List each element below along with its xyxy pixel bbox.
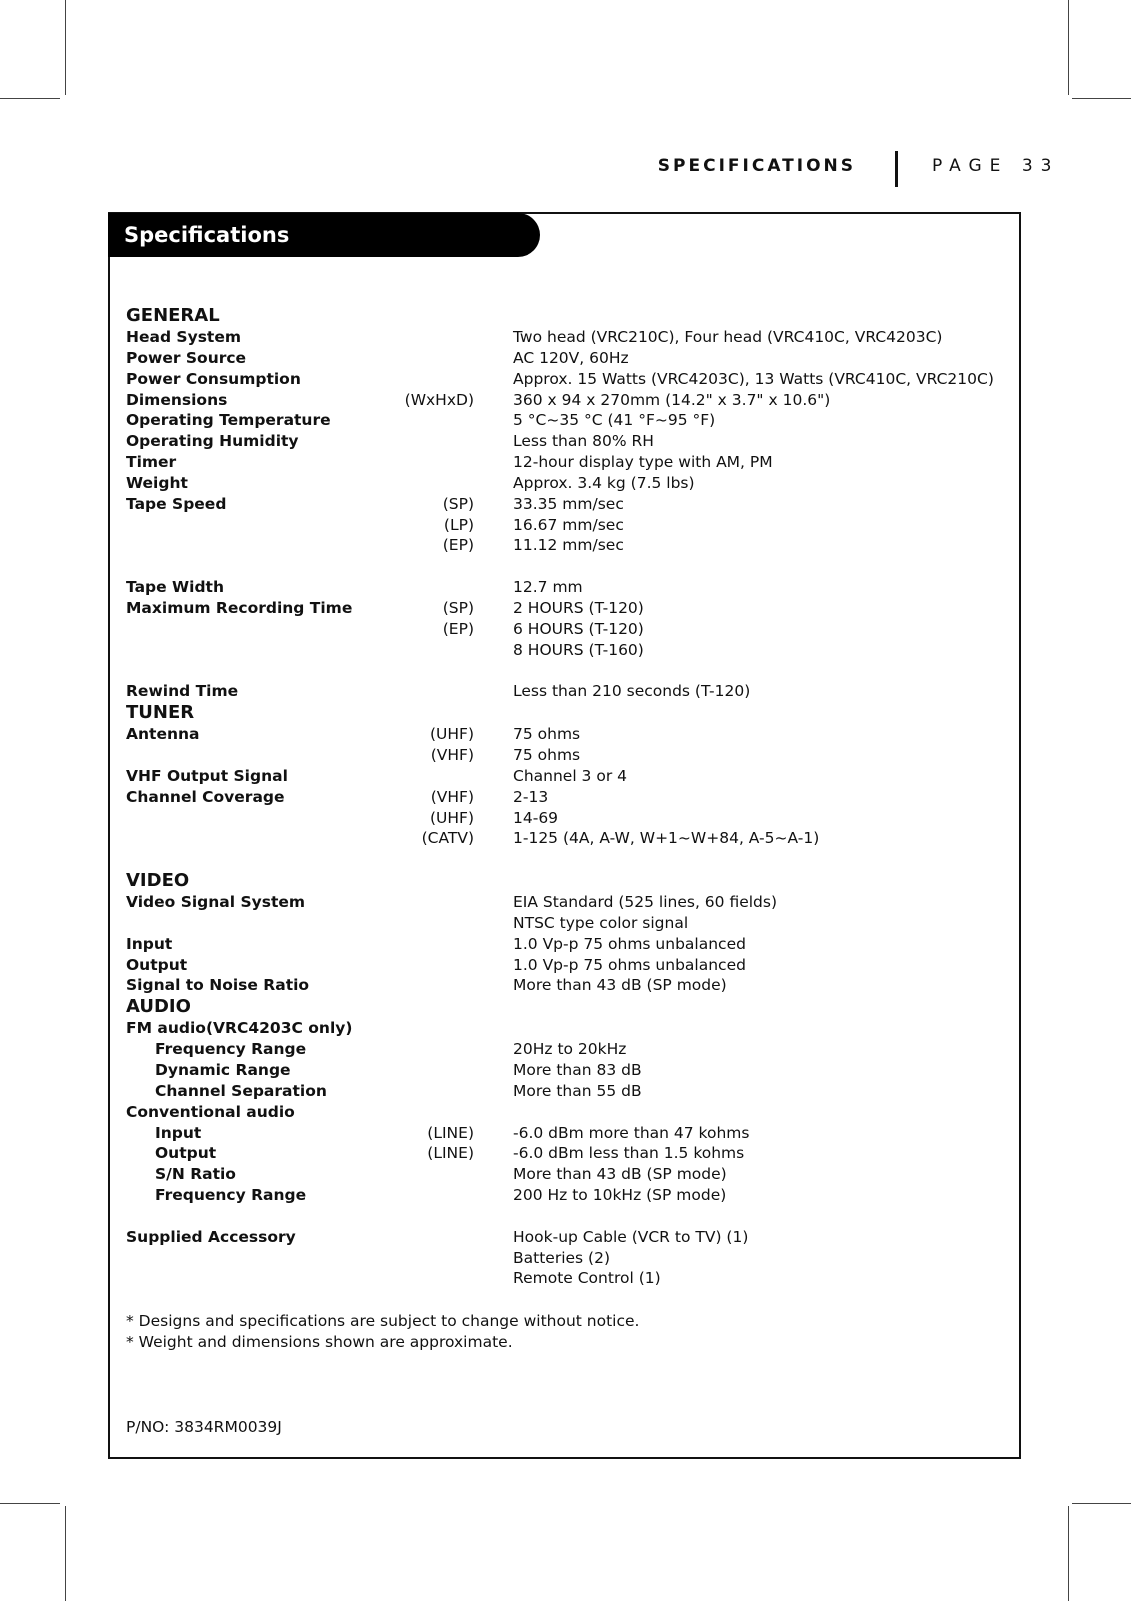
spec-value: 8 HOURS (T-160) [513,640,644,659]
spec-row [126,640,1006,661]
crop-mark [1072,98,1131,99]
spec-mode: (CATV) [421,829,474,848]
spec-value: 360 x 94 x 270mm (14.2" x 3.7" x 10.6") [513,390,831,409]
footnotes [126,1311,639,1353]
section-heading: AUDIO [126,996,191,1018]
spec-label: Frequency Range [155,1186,307,1205]
section-heading: GENERAL [126,305,220,326]
spec-row [126,1268,1006,1289]
spec-mode: (VHF) [430,746,474,765]
spec-label: Power Consumption [126,369,301,388]
header-divider [895,151,898,187]
spec-value: 11.12 mm/sec [513,536,624,555]
crop-mark [1072,1503,1131,1504]
spec-row [126,431,1006,452]
crop-mark [65,1506,66,1601]
crop-mark [65,0,66,95]
spec-row [126,1039,1006,1060]
spec-mode: (SP) [442,494,474,513]
spec-label: Maximum Recording Time [126,598,353,617]
spec-row [126,1185,1006,1206]
spacer [126,1206,1006,1227]
spec-row [126,1123,1006,1144]
spec-row [126,452,1006,473]
spec-row [126,1060,1006,1081]
spec-label: Output [155,1144,217,1163]
spec-label: Channel Coverage [126,787,285,806]
spec-value: 5 °C~35 °C (41 °F~95 °F) [513,411,716,430]
spec-mode: (UHF) [429,808,474,827]
spec-value: 12-hour display type with AM, PM [513,453,773,472]
spec-mode: (UHF) [429,725,474,744]
spec-list [126,305,1006,1289]
spec-mode: (LINE) [427,1144,474,1163]
spec-row [126,681,1006,702]
spec-label: S/N Ratio [155,1165,236,1184]
spec-label: Signal to Noise Ratio [126,976,310,995]
footnote: * Weight and dimensions shown are approximate. [126,1333,513,1351]
spec-value: Less than 210 seconds (T-120) [513,682,751,701]
title-tab [108,213,540,257]
spec-value: Approx. 3.4 kg (7.5 lbs) [513,473,695,492]
spec-mode: (EP) [442,536,474,555]
spec-label: Operating Humidity [126,432,299,451]
spec-row [126,975,1006,996]
spec-label: Channel Separation [155,1081,327,1100]
spec-row [126,348,1006,369]
page-title: Specifications [124,223,290,247]
spec-value: 75 ohms [513,746,581,765]
spec-mode: (WxHxD) [404,390,474,409]
spec-row [126,535,1006,556]
spec-value: 1-125 (4A, A-W, W+1~W+84, A-5~A-1) [513,829,820,848]
crop-mark [1068,1506,1069,1601]
spec-row [126,934,1006,955]
spec-row [126,369,1006,390]
spec-row [126,619,1006,640]
spec-row [126,390,1006,411]
spec-value: 14-69 [513,808,559,827]
spec-value: 2-13 [513,787,549,806]
crop-mark [1068,0,1069,95]
spec-row [126,473,1006,494]
section-title: SPECIFICATIONS [657,156,856,176]
spec-label: Supplied Accessory [126,1227,296,1246]
spec-value: Hook-up Cable (VCR to TV) (1) [513,1227,749,1246]
running-header [0,157,1131,193]
section-heading: TUNER [126,702,195,724]
spec-label: Dimensions [126,390,228,409]
spec-value: Remote Control (1) [513,1269,661,1288]
part-number: P/NO: 3834RM0039J [126,1418,282,1436]
section-heading: VIDEO [126,870,190,892]
spec-label: Input [155,1123,202,1142]
spec-mode: (LINE) [427,1123,474,1142]
spec-row [126,787,1006,808]
spec-label: Tape Width [126,578,224,597]
spec-value: More than 43 dB (SP mode) [513,976,727,995]
spacer [126,661,1006,682]
spec-label: Rewind Time [126,682,239,701]
spec-label: Power Source [126,348,247,367]
spec-value: -6.0 dBm less than 1.5 kohms [513,1144,745,1163]
spec-value: More than 55 dB [513,1081,642,1100]
spec-value: More than 83 dB [513,1061,642,1079]
spec-row [126,1227,1006,1248]
spec-row [126,1018,1006,1039]
spacer [126,849,1006,870]
spec-value: 12.7 mm [513,578,583,597]
spec-label: Antenna [126,725,200,744]
crop-mark [0,98,60,99]
spec-label: Frequency Range [155,1040,307,1059]
spec-label: Video Signal System [126,893,306,912]
spec-row [126,494,1006,515]
spec-value: Approx. 15 Watts (VRC4203C), 13 Watts (VRC410C, VRC210C) [513,369,994,388]
spec-label: Timer [126,453,177,472]
spec-value: 200 Hz to 10kHz (SP mode) [513,1186,727,1205]
spec-row [126,1143,1006,1164]
spec-value: Less than 80% RH [513,432,654,451]
spec-value: 33.35 mm/sec [513,494,624,513]
spec-mode: (SP) [442,598,474,617]
spec-value: 1.0 Vp-p 75 ohms unbalanced [513,934,746,953]
spec-label: Input [126,934,173,953]
spec-mode: (EP) [442,619,474,638]
spec-row [126,327,1006,348]
spec-row [126,1102,1006,1123]
spec-value: 2 HOURS (T-120) [513,598,644,617]
spec-label: Dynamic Range [155,1061,291,1079]
spec-mode: (VHF) [430,787,474,806]
crop-mark [0,1503,60,1504]
spec-value: Batteries (2) [513,1248,610,1267]
spec-value: NTSC type color signal [513,913,689,932]
spec-row [126,1248,1006,1269]
spec-value: Channel 3 or 4 [513,766,627,785]
spec-row [126,766,1006,787]
spec-value: Two head (VRC210C), Four head (VRC410C, VRC4203C) [513,328,943,346]
spacer [126,556,1006,577]
spec-row [126,724,1006,745]
spec-row [126,515,1006,536]
spec-label: Weight [126,473,188,492]
page-number: PAGE 33 [932,156,1060,176]
spec-label: FM audio(VRC4203C only) [126,1019,353,1038]
spec-value: 75 ohms [513,725,581,744]
spec-value: 16.67 mm/sec [513,515,624,534]
spec-label: Operating Temperature [126,411,331,430]
spec-row [126,410,1006,431]
spec-row [126,913,1006,934]
spec-row [126,598,1006,619]
spec-row [126,808,1006,829]
spec-label: Conventional audio [126,1102,295,1121]
spec-row [126,1081,1006,1102]
spec-value: 20Hz to 20kHz [513,1040,627,1059]
spec-label: Tape Speed [126,494,227,513]
footnote: * Designs and specifications are subject to change without notice. [126,1312,640,1330]
spec-mode: (LP) [443,515,474,534]
spec-value: 1.0 Vp-p 75 ohms unbalanced [513,955,746,974]
spec-value: 6 HOURS (T-120) [513,619,644,638]
spec-value: More than 43 dB (SP mode) [513,1165,727,1184]
spec-label: Head System [126,328,242,346]
spec-value: AC 120V, 60Hz [513,348,629,367]
spec-row [126,955,1006,976]
spec-row [126,1164,1006,1185]
spec-row [126,828,1006,849]
spec-label: Output [126,955,188,974]
spec-label: VHF Output Signal [126,766,288,785]
spec-value: -6.0 dBm more than 47 kohms [513,1123,750,1142]
spec-row [126,745,1006,766]
spec-row [126,577,1006,598]
spec-row [126,892,1006,913]
spec-value: EIA Standard (525 lines, 60 fields) [513,893,778,912]
